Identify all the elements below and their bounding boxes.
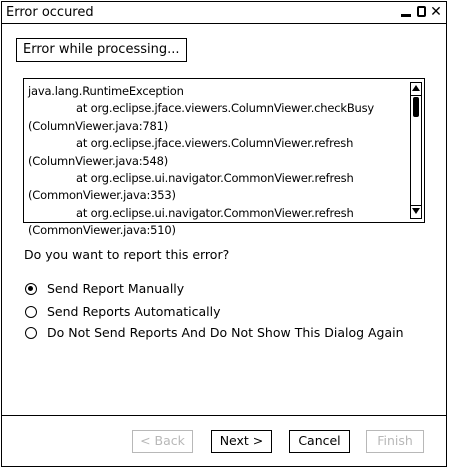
scroll-up-arrow-icon[interactable] (411, 83, 421, 96)
option-label: Do Not Send Reports And Do Not Show This Dialog Again (47, 325, 404, 340)
scrollbar-thumb[interactable] (413, 97, 419, 117)
trace-line: (CommonViewer.java:510) (28, 223, 176, 238)
option-send-manually[interactable] (25, 281, 184, 297)
maximize-icon[interactable] (415, 5, 427, 19)
trace-line: at org.eclipse.ui.navigator.CommonViewer.refresh (76, 171, 354, 186)
trace-line: (ColumnViewer.java:781) (28, 118, 169, 133)
radio-button-selected[interactable] (25, 283, 37, 295)
option-label: Send Reports Automatically (47, 304, 221, 319)
stack-trace-text (28, 83, 404, 240)
cancel-button[interactable]: Cancel (289, 430, 350, 453)
report-question: Do you want to report this error? (24, 247, 230, 262)
window-title: Error occured (6, 5, 94, 20)
window-controls (400, 5, 442, 19)
title-bar[interactable] (2, 2, 446, 24)
error-dialog (1, 1, 447, 467)
option-send-automatically[interactable] (25, 304, 221, 320)
minimize-icon[interactable] (400, 5, 412, 19)
option-label: Send Report Manually (47, 281, 185, 296)
scroll-down-arrow-icon[interactable] (411, 205, 421, 218)
error-header: Error while processing... (16, 38, 187, 62)
back-button[interactable]: < Back (132, 430, 193, 453)
footer-divider (2, 415, 446, 416)
close-icon[interactable]: ✕ (430, 4, 442, 20)
radio-button[interactable] (25, 306, 37, 318)
radio-button[interactable] (25, 327, 37, 339)
trace-line: java.lang.RuntimeException (28, 84, 184, 98)
trace-line: (ColumnViewer.java:548) (28, 153, 169, 168)
vertical-scrollbar[interactable] (410, 82, 422, 219)
stack-trace-box[interactable] (23, 78, 425, 238)
trace-line: at org.eclipse.jface.viewers.ColumnViewer.checkBusy (76, 101, 374, 116)
next-button[interactable]: Next > (211, 430, 272, 453)
trace-line: (CommonViewer.java:353) (28, 188, 176, 203)
option-do-not-send[interactable] (25, 325, 404, 341)
trace-line: at org.eclipse.jface.viewers.ColumnViewer.refresh (76, 136, 354, 151)
finish-button[interactable]: Finish (366, 430, 424, 453)
trace-line: at org.eclipse.ui.navigator.CommonViewer.refresh (76, 205, 354, 220)
